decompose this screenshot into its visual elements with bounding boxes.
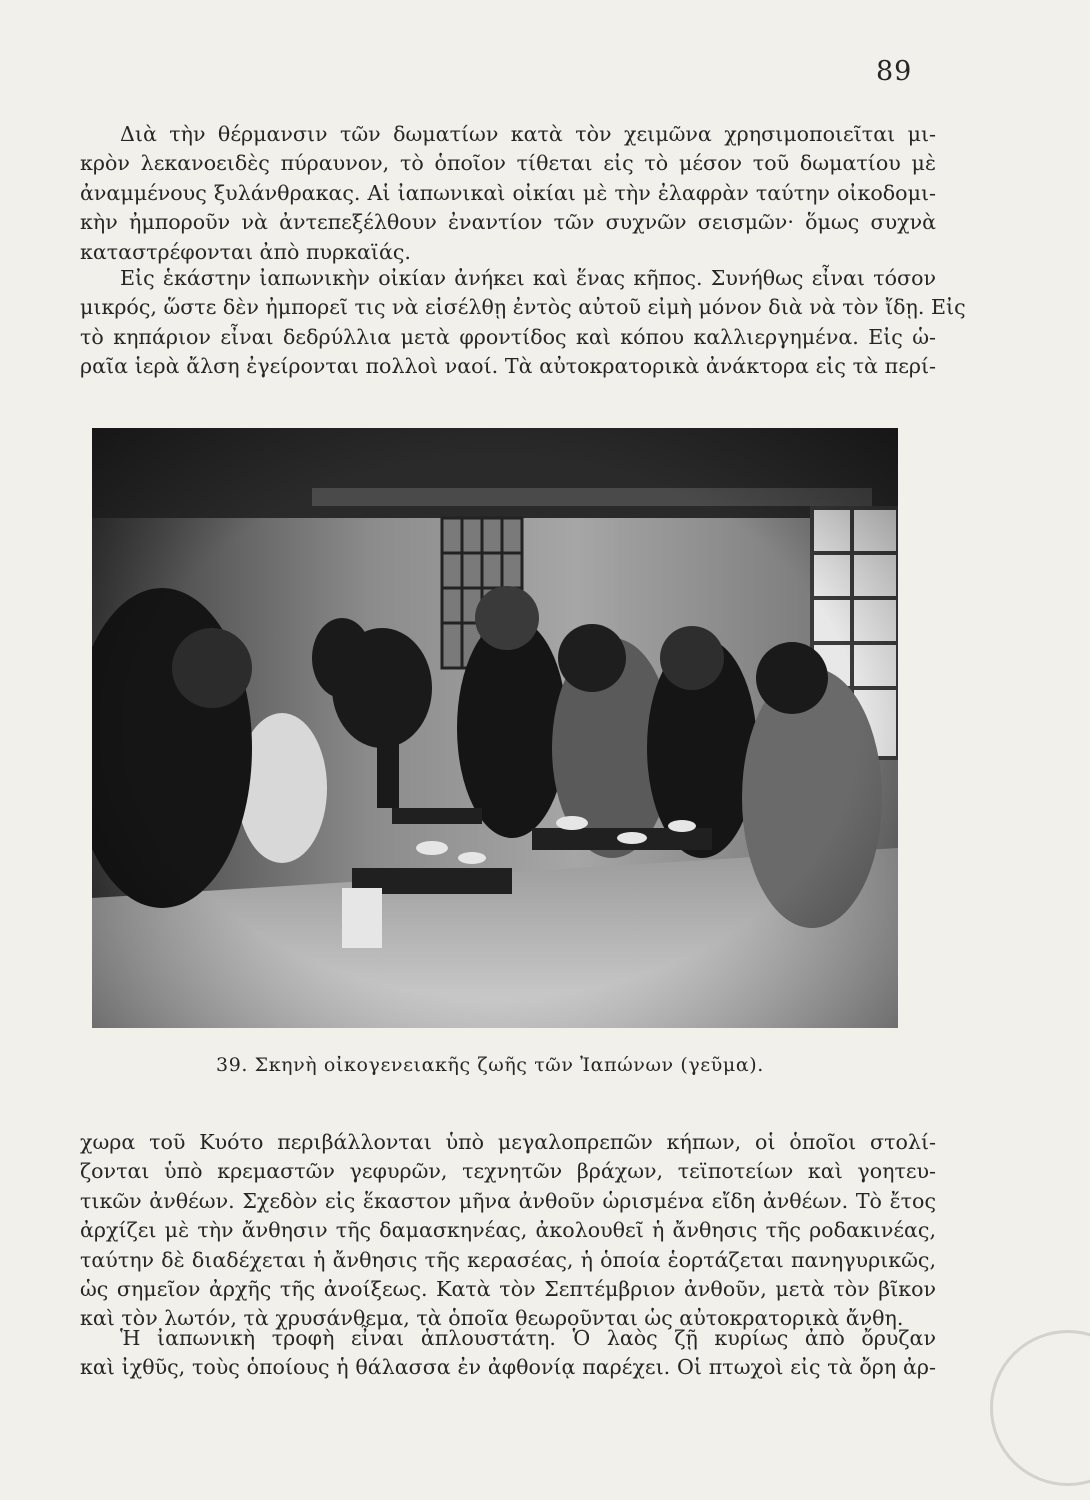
text-line: καὶ ἰχθῦς, τοὺς ὁποίους ἡ θάλασσα ἐν ἀφθονίᾳ παρέχει. Οἱ πτωχοὶ εἰς τὰ ὄρη ἀρ- bbox=[80, 1355, 936, 1380]
text-line: κὴν ἠμποροῦν νὰ ἀντεπεξέλθουν ἐναντίον τῶν συχνῶν σεισμῶν· ὅμως συχνὰ bbox=[80, 210, 936, 235]
text-line: ὡς σημεῖον ἀρχῆς τῆς ἀνοίξεως. Κατὰ τὸν Σεπτέμβριον ἀνθοῦν, μετὰ τὸν βῖκον bbox=[80, 1277, 936, 1302]
figure-caption: 39. Σκηνὴ οἰκογενειακῆς ζωῆς τῶν Ἰαπώνων (γεῦμα). bbox=[216, 1054, 764, 1076]
paragraph-heating bbox=[80, 120, 936, 267]
text-line: καταστρέφονται ἀπὸ πυρκαϊάς. bbox=[80, 239, 411, 264]
library-stamp bbox=[990, 1330, 1090, 1486]
text-line: μικρός, ὥστε δὲν ἠμπορεῖ τις νὰ εἰσέλθῃ ἐντὸς αὐτοῦ εἰμὴ μόνον διὰ νὰ τὸν ἴδῃ. Εἰς bbox=[80, 295, 966, 320]
text-line: Εἰς ἑκάστην ἰαπωνικὴν οἰκίαν ἀνήκει καὶ ἕνας κῆπος. Συνήθως εἶναι τόσον bbox=[120, 266, 936, 290]
text-line: ζονται ὑπὸ κρεμαστῶν γεφυρῶν, τεχνητῶν βράχων, τεϊποτείων καὶ γοητευ- bbox=[80, 1159, 936, 1184]
text-line: ραῖα ἱερὰ ἄλση ἐγείρονται πολλοὶ ναοί. Τὰ αὐτοκρατορικὰ ἀνάκτορα εἰς τὰ περί- bbox=[80, 354, 936, 379]
text-line: τὸ κηπάριον εἶναι δεδρύλλια μετὰ φροντίδος καὶ κόπου καλλιεργημένα. Εἰς ὡ- bbox=[80, 324, 936, 349]
paragraph-food bbox=[80, 1324, 936, 1383]
text-line: καὶ τὸν λωτόν, τὰ χρυσάνθεμα, τὰ ὁποῖα θεωροῦνται ὡς αὐτοκρατορικὰ ἄνθη. bbox=[80, 1306, 904, 1331]
paragraph-kyoto-gardens bbox=[80, 1128, 936, 1334]
text-line: κρὸν λεκανοειδὲς πύραυνον, τὸ ὁποῖον τίθεται εἰς τὸ μέσον τοῦ δωματίου μὲ bbox=[80, 151, 936, 176]
text-line: ἀναμμένους ξυλάνθρακας. Αἱ ἰαπωνικαὶ οἰκίαι μὲ τὴν ἐλαφρὰν ταύτην οἰκοδομι- bbox=[80, 180, 936, 205]
paragraph-garden bbox=[80, 264, 966, 382]
text-line: τικῶν ἀνθέων. Σχεδὸν εἰς ἕκαστον μῆνα ἀνθοῦν ὡρισμένα εἴδη ἀνθέων. Τὸ ἔτος bbox=[80, 1188, 936, 1213]
text-line: χωρα τοῦ Κυότο περιβάλλονται ὑπὸ μεγαλοπρεπῶν κήπων, οἱ ὁποῖοι στολί- bbox=[80, 1130, 936, 1154]
page-number: 89 bbox=[876, 56, 913, 87]
text-line: Ἡ ἰαπωνικὴ τροφὴ εἶναι ἁπλουστάτη. Ὁ λαὸς ζῇ κυρίως ἀπὸ ὄρυζαν bbox=[120, 1326, 936, 1350]
text-line: ἀρχίζει μὲ τὴν ἄνθησιν τῆς δαμασκηνέας, ἀκολουθεῖ ἡ ἄνθησις τῆς ροδακινέας, bbox=[80, 1218, 936, 1243]
photograph-drawing bbox=[92, 428, 898, 1028]
text-line: Διὰ τὴν θέρμανσιν τῶν δωματίων κατὰ τὸν χειμῶνα χρησιμοποιεῖται μι- bbox=[120, 122, 936, 146]
text-line: ταύτην δὲ διαδέχεται ἡ ἄνθησις τῆς κερασέας, ἡ ὁποία ἑορτάζεται πανηγυρικῶς, bbox=[80, 1247, 936, 1272]
photograph-family-meal bbox=[92, 428, 898, 1028]
